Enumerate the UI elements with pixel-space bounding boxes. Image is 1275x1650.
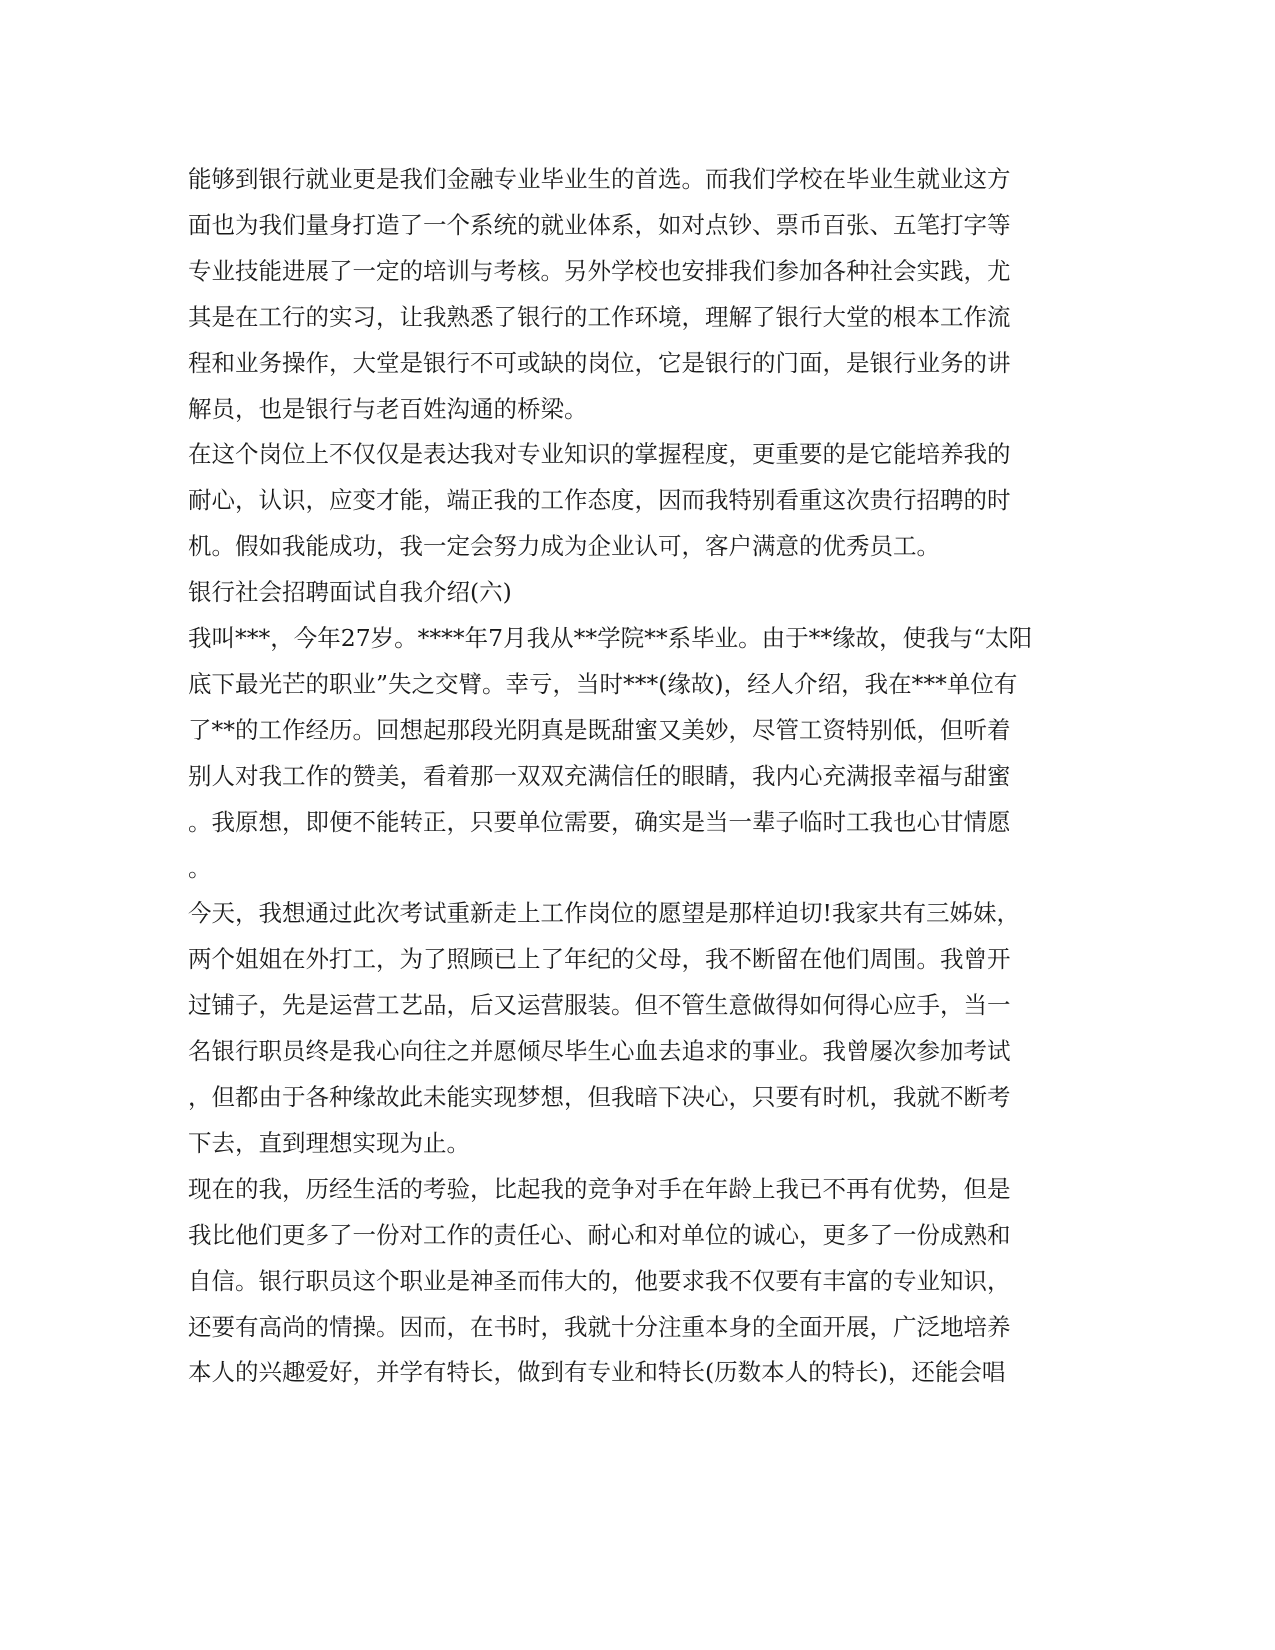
text-line: 。我原想，即便不能转正，只要单位需要，确实是当一辈子临时工我也心甘情愿 (188, 807, 1011, 836)
text-line: 专业技能进展了一定的培训与考核。另外学校也安排我们参加各种社会实践，尤 (188, 256, 1011, 285)
text-line: 今天，我想通过此次考试重新走上工作岗位的愿望是那样迫切!我家共有三姊妹， (188, 899, 1020, 928)
text-line: 自信。银行职员这个职业是神圣而伟大的，他要求我不仅要有丰富的专业知识， (188, 1266, 1011, 1295)
text-line: 下去，直到理想实现为止。 (188, 1128, 470, 1157)
text-line: 在这个岗位上不仅仅是表达我对专业知识的掌握程度，更重要的是它能培养我的 (188, 440, 1011, 469)
text-line: 能够到银行就业更是我们金融专业毕业生的首选。而我们学校在毕业生就业这方 (188, 165, 1011, 193)
text-line: 还要有高尚的情操。因而，在书时，我就十分注重本身的全面开展，广泛地培养 (188, 1312, 1011, 1341)
text-line: 底下最光芒的职业”失之交臂。幸亏，当时***(缘故)，经人介绍，我在***单位有 (188, 669, 1018, 698)
text-line: 银行社会招聘面试自我介绍(六) (188, 578, 512, 607)
text-line: 我叫***，今年27岁。****年7月我从**学院**系毕业。由于**缘故，使我与“太阳 (188, 624, 1033, 652)
text-line: 本人的兴趣爱好，并学有特长，做到有专业和特长(历数本人的特长)，还能会唱 (188, 1358, 1006, 1387)
text-line: 我比他们更多了一份对工作的责任心、耐心和对单位的诚心，更多了一份成熟和 (188, 1220, 1011, 1249)
text-line: 过铺子，先是运营工艺品，后又运营服装。但不管生意做得如何得心应手，当一 (188, 991, 1011, 1020)
text-line: 面也为我们量身打造了一个系统的就业体系，如对点钞、票币百张、五笔打字等 (188, 210, 1011, 239)
text-line: 解员，也是银行与老百姓沟通的桥梁。 (188, 394, 588, 423)
text-line: 机。假如我能成功，我一定会努力成为企业认可，客户满意的优秀员工。 (188, 532, 940, 561)
text-line: 名银行职员终是我心向往之并愿倾尽毕生心血去追求的事业。我曾屡次参加考试 (188, 1037, 1011, 1066)
text-line: 两个姐姐在外打工，为了照顾已上了年纪的父母，我不断留在他们周围。我曾开 (188, 945, 1011, 974)
text-line: 耐心，认识，应变才能，端正我的工作态度，因而我特别看重这次贵行招聘的时 (188, 486, 1011, 515)
text-line: ，但都由于各种缘故此未能实现梦想，但我暗下决心，只要有时机，我就不断考 (188, 1083, 1011, 1111)
text-line: 别人对我工作的赞美，看着那一双双充满信任的眼睛，我内心充满报幸福与甜蜜 (188, 761, 1011, 790)
text-line: 现在的我，历经生活的考验，比起我的竞争对手在年龄上我已不再有优势，但是 (188, 1174, 1011, 1203)
text-line: 了**的工作经历。回想起那段光阴真是既甜蜜又美妙，尽管工资特别低，但听着 (188, 715, 1011, 744)
text-line: 其是在工行的实习，让我熟悉了银行的工作环境，理解了银行大堂的根本工作流 (188, 302, 1011, 331)
text-line: 程和业务操作，大堂是银行不可或缺的岗位，它是银行的门面，是银行业务的讲 (188, 348, 1011, 377)
text-line: 。 (188, 853, 212, 882)
